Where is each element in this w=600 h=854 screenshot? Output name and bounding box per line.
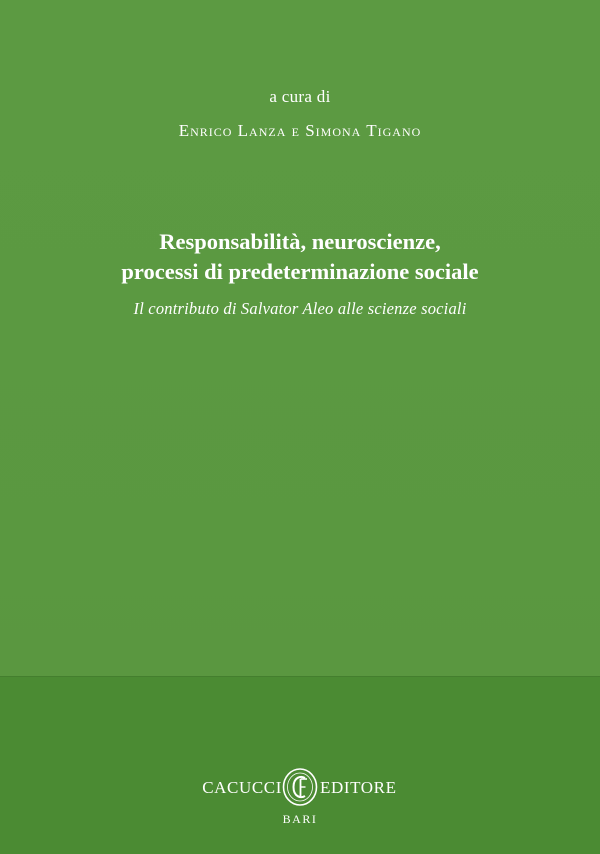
title-line-1: Responsabilità, neuroscienze,	[159, 229, 441, 254]
publisher-block	[0, 767, 600, 807]
publisher-logo-icon	[281, 767, 319, 807]
book-title	[0, 227, 600, 287]
book-subtitle: Il contributo di Salvator Aleo alle scienze sociali	[133, 299, 467, 318]
publisher-name-right: EDITORE	[320, 778, 397, 797]
band-divider	[0, 676, 600, 677]
publisher-city: BARI	[282, 812, 318, 826]
curator-label: a cura di	[269, 87, 331, 106]
cover-lower-band	[0, 676, 600, 854]
editors-names: Enrico Lanza e Simona Tigano	[178, 121, 422, 140]
publisher-name-left: CACUCCI	[202, 778, 282, 797]
title-line-2: processi di predeterminazione sociale	[121, 259, 479, 284]
